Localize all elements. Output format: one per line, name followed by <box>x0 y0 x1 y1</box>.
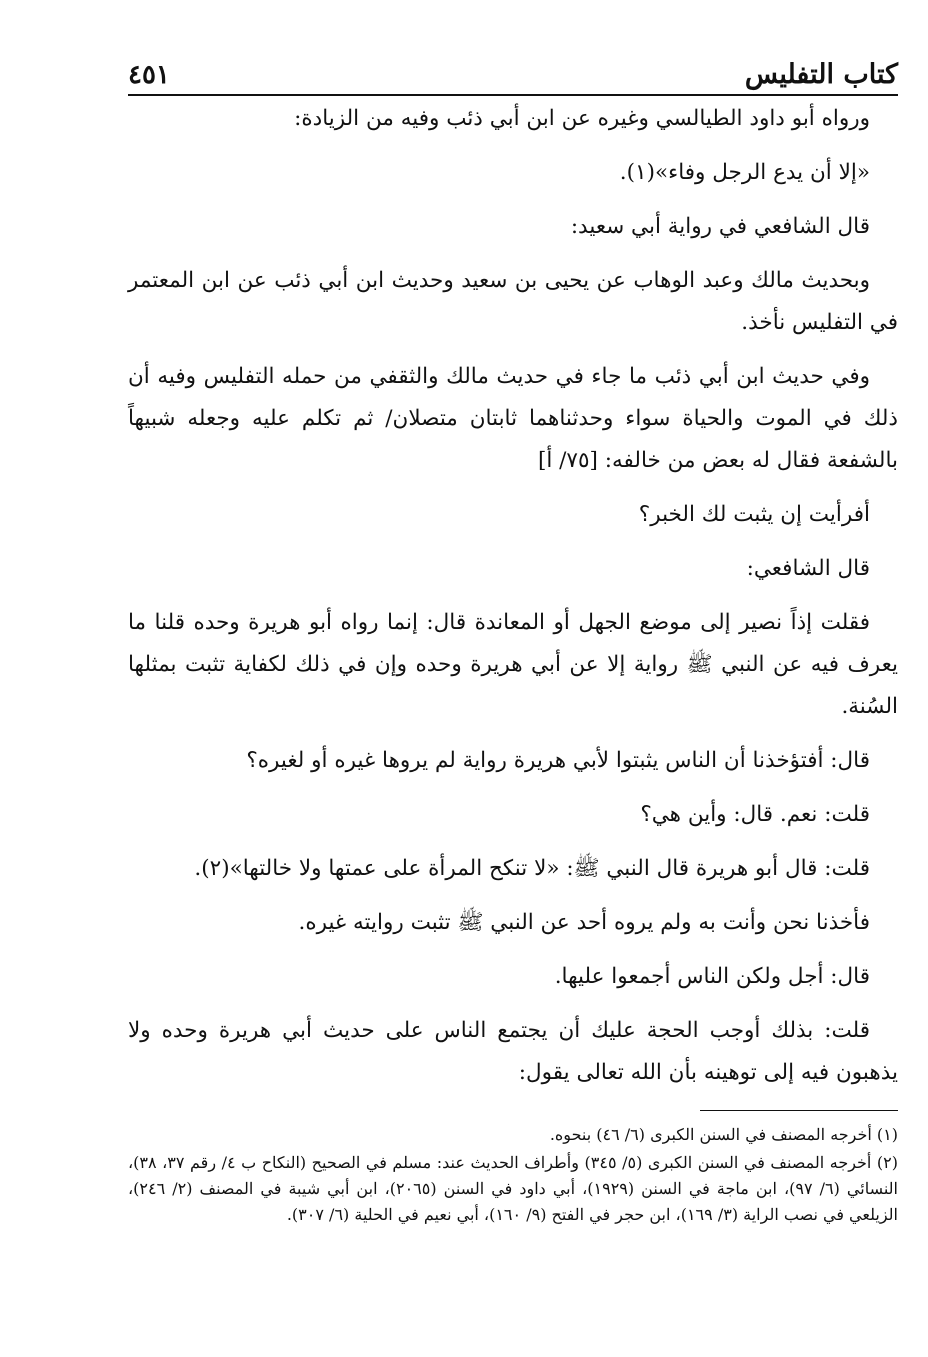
paragraph: قال: أفتؤخذنا أن الناس يثبتوا لأبي هريرة رواية لم يروها غيره أو لغيره؟ <box>246 748 870 773</box>
paragraph-text: وفي حديث ابن أبي ذئب ما جاء في حديث مالك والثقفي من حمله التفليس وفيه أن ذلك في الموت والحياة سواء وحدثناهما ثابتان متصلان/ ثم تكلم عليه وجعله شبيهاً بالشفعة فقال له بعض من خالفه: <box>128 364 898 473</box>
footnotes <box>128 1122 898 1230</box>
footnote-divider <box>700 1110 898 1111</box>
paragraph: ورواه أبو داود الطيالسي وغيره عن ابن أبي ذئب وفيه من الزيادة: <box>294 106 870 131</box>
folio-marker: [٧٥/ أ] <box>537 448 598 473</box>
page-header <box>128 30 898 96</box>
footnote: (١) أخرجه المصنف في السنن الكبرى (٦/ ٤٦) بنحوه. <box>549 1125 898 1144</box>
footnote: (٢) أخرجه المصنف في السنن الكبرى (٥/ ٣٤٥) وأطراف الحديث عند: مسلم في الصحيح (النكاح ب ٤/ رقم ٣٧، ٣٨)، النسائي (٦/ ٩٧)، ابن ماجة في السنن (١٩٢٩)، أبي داود في السنن (٢٠٦٥)، ابن أبي شيبة في المصنف (٢/ ٢٤٦)، الزيلعي في نصب الراية (٣/ ١٦٩)، ابن حجر في الفتح (٩/ ١٦٠)، أبي نعيم في الحلية (٦/ ٣٠٧). <box>128 1153 899 1224</box>
paragraph: «إلا أن يدع الرجل وفاء»(١). <box>619 160 870 185</box>
paragraph: وبحديث مالك وعبد الوهاب عن يحيى بن سعيد وحديث ابن أبي ذئب عن ابن المعتمر في التفليس نأخذ. <box>128 268 898 335</box>
paragraph: قال الشافعي في رواية أبي سعيد: <box>570 214 870 239</box>
paragraph: قلت: بذلك أوجب الحجة عليك أن يجتمع الناس على حديث أبي هريرة وحده ولا يذهبون فيه إلى توهينه بأن الله تعالى يقول: <box>128 1018 898 1085</box>
paragraph: قال: أجل ولكن الناس أجمعوا عليها. <box>554 964 870 989</box>
paragraph: قال الشافعي: <box>746 556 870 581</box>
paragraph: فقلت إذاً نصير إلى موضع الجهل أو المعاندة قال: إنما رواه أبو هريرة وحده قلنا ما يعرف فيه عن النبي ﷺ رواية إلا عن أبي هريرة وحده وإن في ذلك لكفاية تثبت بمثلها السُنة. <box>128 610 898 719</box>
paragraph: فأخذنا نحن وأنت به ولم يروه أحد عن النبي ﷺ تثبت روايته غيره. <box>298 910 870 935</box>
paragraph: قلت: نعم. قال: وأين هي؟ <box>640 802 870 827</box>
paragraph-with-folio <box>128 356 898 482</box>
main-text <box>128 98 898 1106</box>
page-number: ٤٥١ <box>128 60 170 90</box>
paragraph: قلت: قال أبو هريرة قال النبي ﷺ: «لا تنكح المرأة على عمتها ولا خالتها»(٢). <box>194 856 870 881</box>
running-title: كتاب التفليس <box>744 59 898 90</box>
paragraph: أفرأيت إن يثبت لك الخبر؟ <box>638 502 870 527</box>
